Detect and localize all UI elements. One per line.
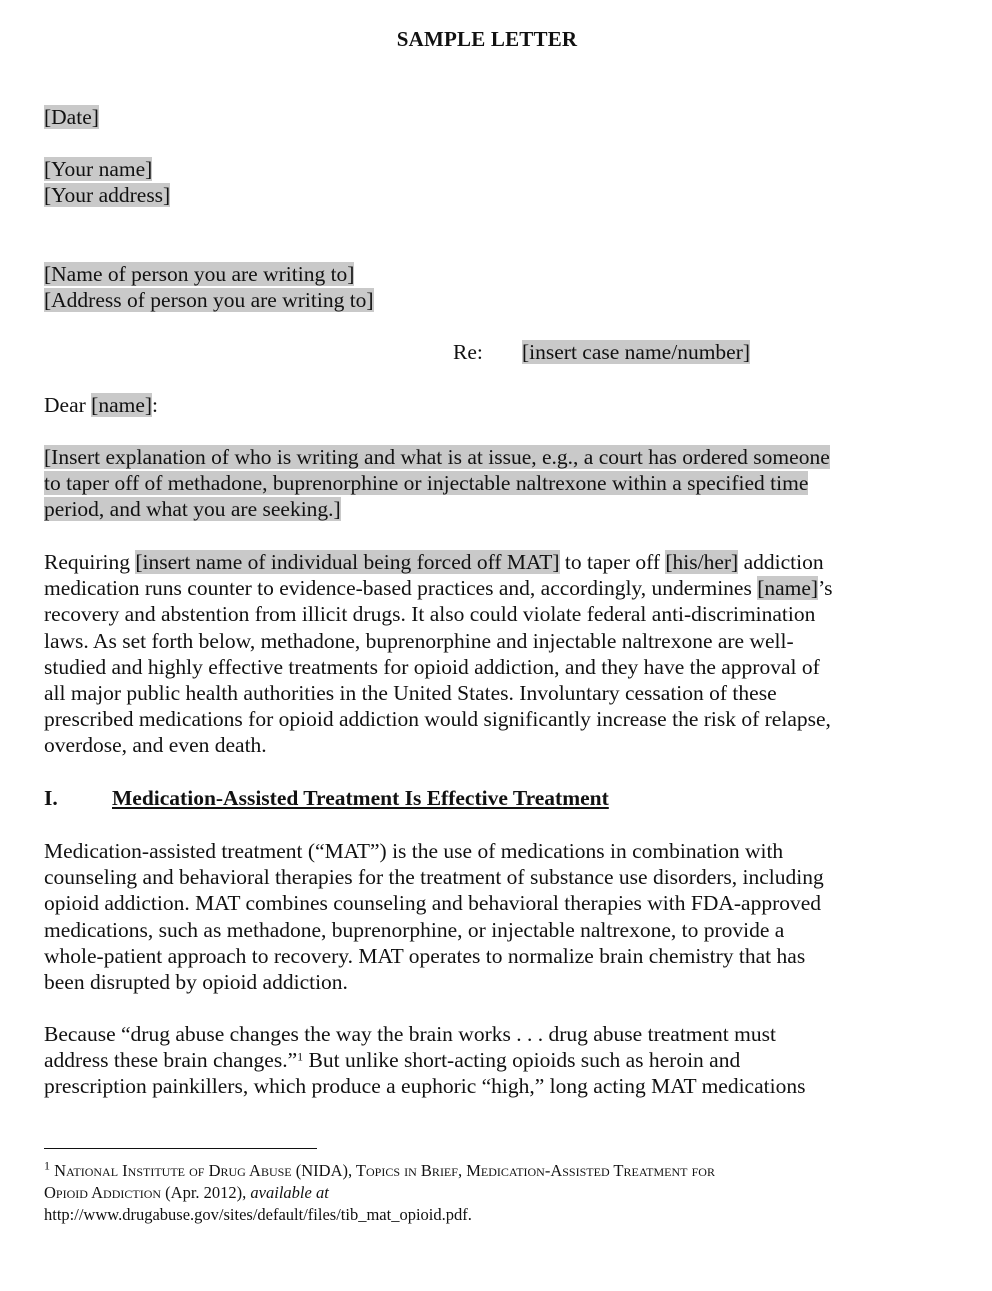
footnote-line: $^1$ National Institute of Drug Abuse (NIDA), Topics in Brief, Medication-Assisted Treatment for [44,1158,715,1180]
brain-changes-paragraph [44,1021,949,1100]
section-heading [44,785,609,811]
paragraph-line: studied and highly effective treatments for opioid addiction, and they have the approval of [44,654,820,679]
re-label: Re: [453,340,483,364]
intro-line: [Insert explanation of who is writing and what is at issue, e.g., a court has ordered someone [44,445,830,469]
document-title: SAMPLE LETTER [396,27,578,51]
case-reference-placeholder: [insert case name/number] [522,340,751,364]
paragraph-line: prescribed medications for opioid addiction would significantly increase the risk of relapse, [44,707,831,732]
footnote-line: Opioid Addiction (Apr. 2012), available at [44,1183,329,1202]
paragraph-line: Medication-assisted treatment (“MAT”) is the use of medications in combination with [44,839,784,863]
paragraph-line: address these brain changes.”$^1$ But unlike short-acting opioids such as heroin and [44,1048,741,1073]
paragraph-line: medication runs counter to evidence-based practices and, accordingly, undermines [name]’s [44,576,833,601]
paragraph-line: prescription painkillers, which produce a euphoric “high,” long acting MAT medications [44,1074,806,1099]
section-number: I. [44,786,58,810]
paragraph-line: counseling and behavioral therapies for the treatment of substance use disorders, including [44,865,824,890]
section-title: Medication-Assisted Treatment Is Effective Treatment [112,786,609,810]
sender-address-placeholder: [Your address] [44,183,171,207]
paragraph-line: all major public health authorities in the United States. Involuntary cessation of these [44,680,777,705]
paragraph-line: Because “drug abuse changes the way the brain works . . . drug abuse treatment must [44,1022,776,1046]
paragraph-line: whole-patient approach to recovery. MAT operates to normalize brain chemistry that has [44,943,806,968]
paragraph-line: opioid addiction. MAT combines counseling and behavioral therapies with FDA-approved [44,891,822,916]
date-placeholder: [Date] [44,105,99,129]
paragraph-line: laws. As set forth below, methadone, buprenorphine and injectable naltrexone are well- [44,628,794,653]
paragraph-line: Requiring [insert name of individual being forced off MAT] to taper off [his/her] addiction [44,550,824,574]
footnote-url: http://www.drugabuse.gov/sites/default/files/tib_mat_opioid.pdf. [44,1205,472,1224]
footnote [44,1160,715,1226]
paragraph-line: recovery and abstention from illicit drugs. It also could violate federal anti-discrimination [44,602,816,627]
mat-definition-paragraph [44,838,949,995]
paragraph-line: been disrupted by opioid addiction. [44,969,348,994]
footnote-reference: 1 [297,1049,304,1064]
footnote-marker: 1 [44,1158,50,1173]
opening-paragraph [44,549,949,759]
intro-line: period, and what you are seeking.] [44,497,341,522]
recipient-address-placeholder: [Address of person you are writing to] [44,288,374,312]
intro-line: to taper off of methadone, buprenorphine or injectable naltrexone within a specified time [44,471,809,496]
paragraph-line: medications, such as methadone, buprenorphine, or injectable naltrexone, to provide a [44,917,785,942]
footnote-separator [44,1148,317,1149]
sender-name-placeholder: [Your name] [44,157,153,181]
paragraph-line: overdose, and even death. [44,733,267,758]
salutation: Dear [name]: [44,393,159,417]
recipient-name-placeholder: [Name of person you are writing to] [44,262,355,286]
intro-paragraph [44,444,949,523]
